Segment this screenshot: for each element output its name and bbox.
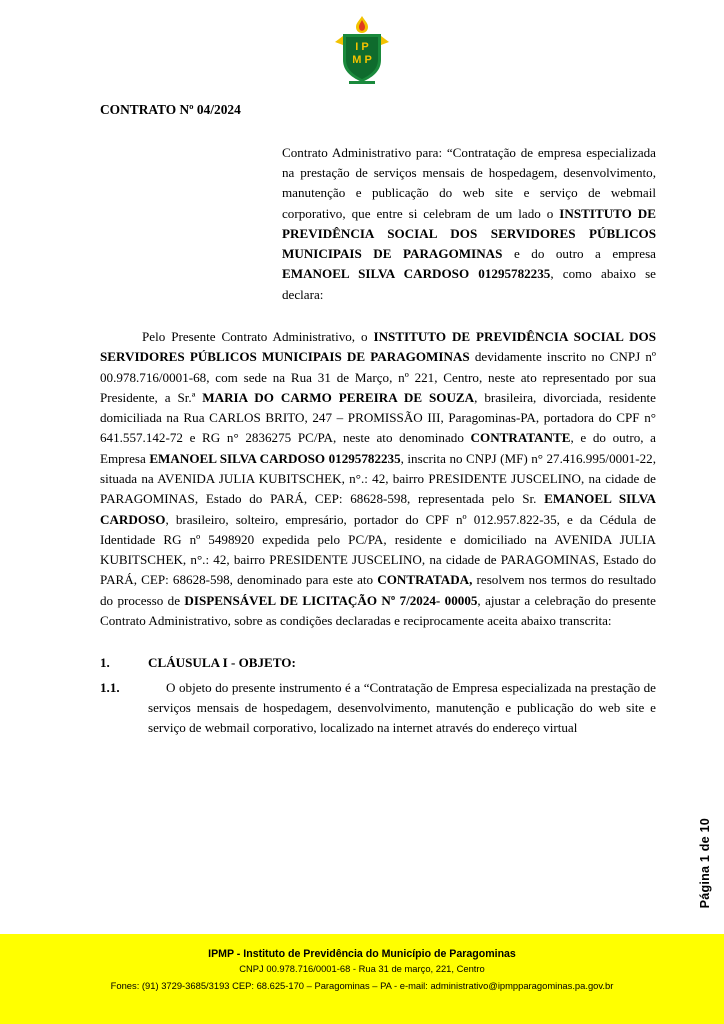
svg-text:I P: I P [355, 41, 369, 53]
clause-1-heading [100, 653, 656, 673]
footer-institution-name: IPMP - Instituto de Previdência do Município de Paragominas [208, 948, 516, 960]
contract-parties-paragraph: Pelo Presente Contrato Administrativo, o INSTITUTO DE PREVIDÊNCIA SOCIAL DOS SERVIDORES PÚBLICOS MUNICIPAIS DE PARAGOMINAS devidamente inscrito no CNPJ nº 00.978.716/0001-68, com sede na Rua 31 de Março, nº 221, Centro, neste ato representado por sua Presidente, a Sr.ª MARIA DO CARMO PEREIRA DE SOUZA, brasileira, divorciada, residente domiciliada na Rua CARLOS BRITO, 247 – PROMISSÃO III, Paragominas-PA, portadora do CPF n° 641.557.142-72 e RG n° 2836275 PC/PA, neste ato denominado CONTRATANTE, e do outro, a Empresa EMANOEL SILVA CARDOSO 01295782235, inscrita no CNPJ (MF) n° 27.416.995/0001-22, situada na AVENIDA JULIA KUBITSCHEK, n°.: 42, bairro PRESIDENTE JUSCELINO, na cidade de PARAGOMINAS, Estado do PARÁ, CEP: 68628-598, representada pelo Sr. EMANOEL SILVA CARDOSO, brasileiro, solteiro, empresário, portador do CPF nº 012.957.822-35, e da Cédula de Identidade RG nº 5498920 expedida pelo PC/PA, residente e domiciliado na AVENIDA JULIA KUBITSCHEK, n°.: 42, bairro PRESIDENTE JUSCELINO, na cidade de PARAGOMINAS, Estado do PARÁ, CEP: 68628-598, denominado para este ato CONTRATADA, resolvem nos termos do resultado do processo de DISPENSÁVEL DE LICITAÇÃO Nº 7/2024- 00005, ajustar a celebração do presente Contrato Administrativo, sobre as condições declaradas e reciprocamente aceita abaixo transcrita: [100, 329, 657, 628]
contract-title: CONTRATO Nº 04/2024 [100, 102, 241, 117]
clause-1-number: 1. [100, 655, 110, 671]
document-body [100, 100, 656, 738]
clause-1-1-number: 1.1. [100, 679, 120, 695]
logo-container [0, 14, 724, 86]
ipmp-crest-logo [333, 14, 391, 86]
page-footer [0, 934, 724, 1024]
footer-contact: Fones: (91) 3729-3685/3193 CEP: 68.625-170 – Paragominas – PA - e-mail: administrativo@ipmpparagominas.pa.gov.br [110, 980, 614, 991]
clause-1-1-text: O objeto do presente instrumento é a “Contratação de Empresa especializada na prestação de serviços mensais de hospedagem, desenvolvimento, manutenção e publicação do web site e serviço de webmail corporativo, localizado na internet através do endereço virtual [148, 679, 656, 736]
svg-text:M P: M P [352, 54, 372, 66]
footer-address: CNPJ 00.978.716/0001-68 - Rua 31 de março, 221, Centro [239, 963, 485, 974]
clause-1-1 [100, 678, 656, 739]
page-number-label: Página 1 de 10 [698, 818, 712, 909]
clause-1-title: CLÁUSULA I - OBJETO: [148, 655, 296, 671]
contract-preamble: Contrato Administrativo para: “Contratação de empresa especializada na prestação de serviços mensais de hospedagem, desenvolvimento, manutenção e publicação do web site e serviço de webmail corporativo, que entre si celebram de um lado o INSTITUTO DE PREVIDÊNCIA SOCIAL DOS SERVIDORES PÚBLICOS MUNICIPAIS DE PARAGOMINAS e do outro a empresa EMANOEL SILVA CARDOSO 01295782235, como abaixo se declara: [282, 144, 656, 302]
